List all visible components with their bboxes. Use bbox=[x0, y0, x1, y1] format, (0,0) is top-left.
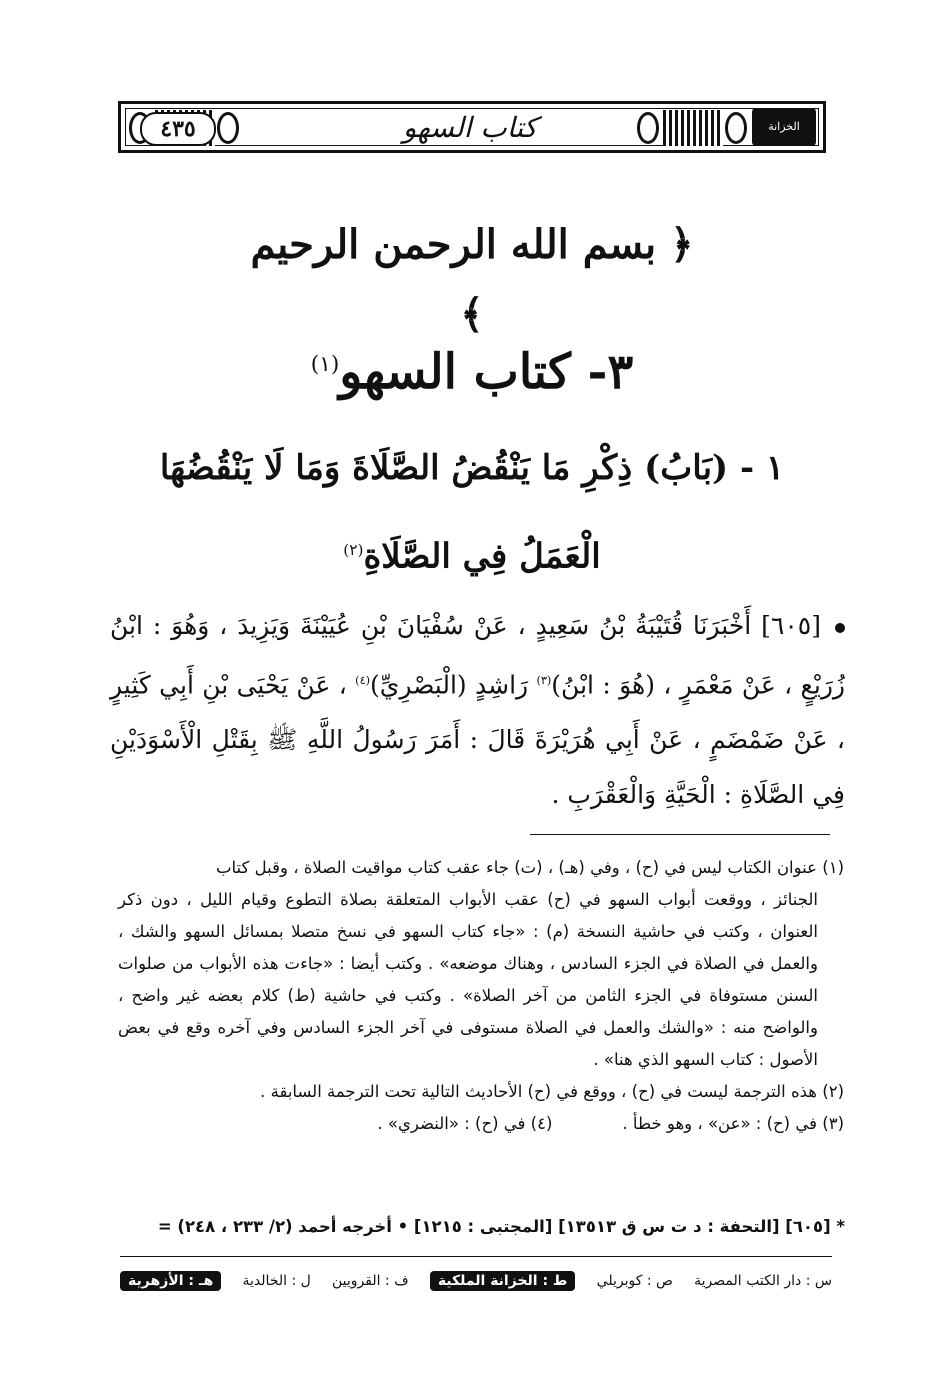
chapter-heading-2-footnote-ref: (٢) bbox=[343, 541, 364, 559]
sigla-item-boxed: هـ : الأزهرية bbox=[120, 1271, 221, 1291]
sigla-item: س : دار الكتب المصرية bbox=[694, 1273, 832, 1289]
page-number: ٤٣٥ bbox=[140, 112, 216, 146]
hadith-number: [٦٠٥] bbox=[761, 611, 821, 640]
footnote-separator bbox=[530, 834, 830, 835]
takhrij-line: * [٦٠٥] [التحفة : د ت س ق ١٣٥١٣] [المجتبى : ١٢١٥] • أخرجه أحمد (٢/ ٢٣٣ ، ٢٤٨) = bbox=[157, 1217, 845, 1236]
basmala: ﴿ بسم الله الرحمن الرحيم ﴾ bbox=[250, 221, 694, 338]
sigla-item-boxed: ط : الخزانة الملكية bbox=[430, 1271, 576, 1291]
footnote-2: (٢) هذه الترجمة ليست في (ح) ، ووقع في (ح) الأحاديث التالية تحت الترجمة السابقة . bbox=[260, 1082, 844, 1101]
library-seal-logo: الخزانة الملكية bbox=[752, 108, 816, 146]
manuscript-sigla-legend bbox=[120, 1266, 832, 1296]
hadith-part-1: أَخْبَرَنَا قُتَيْبَةُ بْنُ سَعِيدٍ ، عَنْ سُفْيَانَ بْنِ عُيَيْنَةَ وَيَزِيدَ ، وَهُوَ : ابْنُ زُرَيْعٍ ، عَنْ مَعْمَرٍ ، (هُوَ : ابْنُ) bbox=[110, 611, 845, 700]
bottom-separator bbox=[120, 1256, 832, 1257]
footnote-3-4-row bbox=[118, 1108, 844, 1140]
chapter-heading-2 bbox=[100, 520, 844, 586]
header-bracket-right-inner bbox=[725, 112, 747, 144]
bullet-icon bbox=[835, 623, 845, 633]
sigla-item: ل : الخالدية bbox=[242, 1273, 311, 1289]
hadith-part-3: ، عَنْ يَحْيَى بْنِ أَبِي كَثِيرٍ ، عَنْ ضَمْضَمٍ ، عَنْ أَبِي هُرَيْرَةَ قَالَ : أَمَرَ رَسُولُ اللَّهِ ﷺ بِقَتْلِ الْأَسْوَدَيْنِ فِي الصَّلَاةِ : الْحَيَّةِ وَالْعَقْرَبِ . bbox=[110, 670, 845, 810]
hadith-footnote-ref-3: (٣) bbox=[536, 674, 552, 687]
chapter-heading-2-text: الْعَمَلُ فِي الصَّلَاةِ bbox=[363, 536, 601, 577]
hadith-footnote-ref-4: (٤) bbox=[355, 674, 370, 687]
header-ornament-right bbox=[663, 110, 723, 146]
book-title-footnote-ref: (١) bbox=[310, 352, 340, 377]
sigla-item: ص : كوبريلي bbox=[596, 1273, 673, 1289]
footnote-3: (٣) في (ح) : «عن» ، وهو خطأ . bbox=[622, 1114, 844, 1133]
footnote-1-first-line: (١) عنوان الكتاب ليس في (ح) ، وفي (هـ) ، (ت) جاء عقب كتاب مواقيت الصلاة ، وقبل كتاب bbox=[215, 858, 844, 877]
hadith-part-2: رَاشِدٍ (الْبَصْرِيِّ) bbox=[370, 670, 529, 700]
header-bracket-right-outer bbox=[637, 112, 659, 144]
hadith-text bbox=[110, 598, 845, 822]
running-title: كتاب السهو bbox=[402, 111, 538, 144]
footnote-1-continuation: الجنائز ، ووقعت أبواب السهو في (ح) عقب الأبواب المتعلقة بصلاة التطوع وقيام الليل ، دون ذكر العنوان ، وكتب في حاشية النسخة (م) : «جاء كتاب السهو في نسخ متصلا بمسائل السهو والشك ، والعمل في الصلاة في الجزء السادس ، وهناك موضعه» . وكتب أيضا : «جاءت هذه الأبواب من صلوات السنن مستوفاة في الجزء الثامن من آخر الصلاة» . وكتب في حاشية (ط) كلام بعضه غير واضح ، والواضح منه : «والشك والعمل في الصلاة مستوفى في آخر الجزء السادس وفي آخره وقع في بعض الأصول : كتاب السهو الذي هنا» . bbox=[118, 890, 818, 1069]
header-bracket-left-inner bbox=[217, 112, 239, 144]
sigla-item: ف : القرويين bbox=[331, 1273, 409, 1289]
footnotes bbox=[118, 852, 844, 1140]
chapter-heading-1: ١ - (بَابُ) ذِكْرِ مَا يَنْقُضُ الصَّلَاةَ وَمَا لَا يَنْقُضُهَا bbox=[159, 448, 785, 488]
footnote-4: (٤) في (ح) : «النضري» . bbox=[377, 1114, 553, 1133]
book-title bbox=[250, 330, 694, 407]
book-title-text: ٣- كتاب السهو bbox=[339, 344, 634, 400]
